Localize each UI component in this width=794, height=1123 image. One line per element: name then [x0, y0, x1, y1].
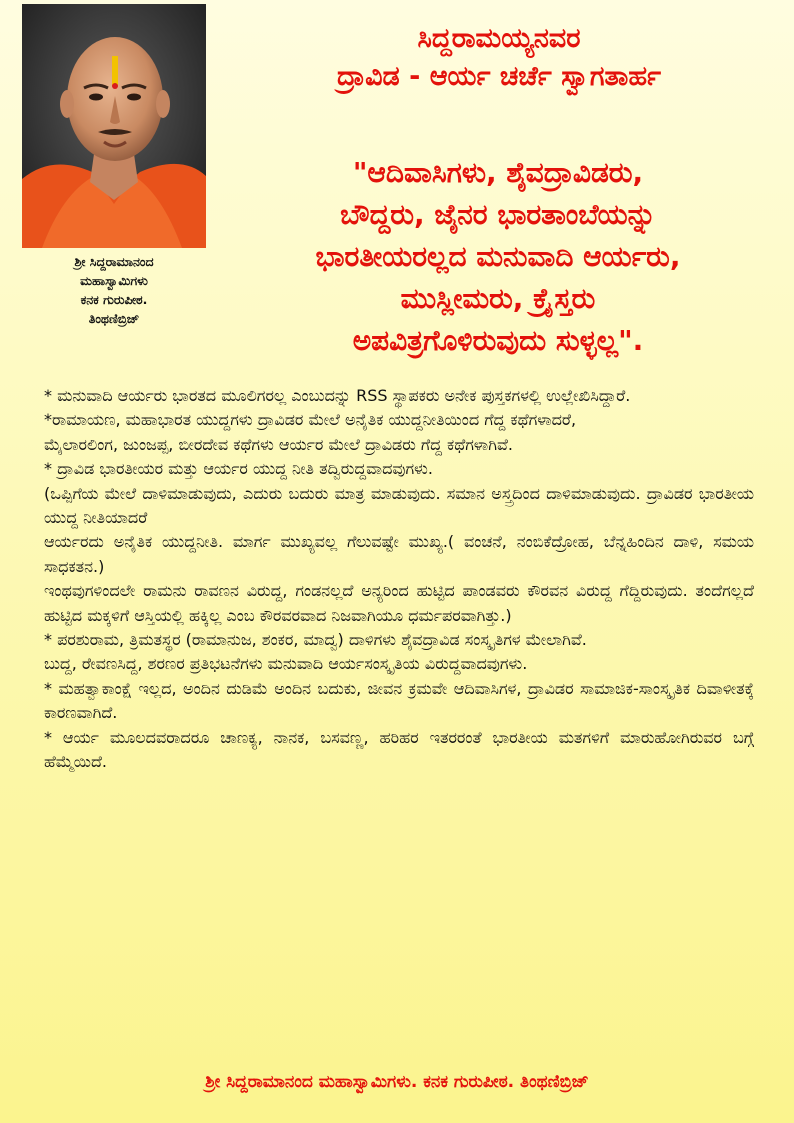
quote-line: ಬೌದ್ದರು, ಜೈನರ ಭಾರತಾಂಬೆಯನ್ನು [340, 198, 656, 231]
heading-line-2: ದ್ರಾವಿಡ - ಆರ್ಯ ಚರ್ಚೆ ಸ್ವಾಗತಾರ್ಹ [336, 61, 662, 92]
portrait-photo [22, 4, 206, 248]
body-paragraph: ಬುದ್ದ, ರೇವಣಸಿದ್ದ, ಶರಣರ ಪ್ರತಿಭಟನೆಗಳು ಮನುವಾದಿ ಆರ್ಯಸಂಸ್ಕೃತಿಯ ವಿರುದ್ದವಾದವುಗಳು. [44, 654, 528, 674]
heading-line-1: ಸಿದ್ದರಾಮಯ್ಯನವರ [417, 23, 581, 54]
body-paragraph: * ಆರ್ಯ ಮೂಲದವರಾದರೂ ಚಾಣಕ್ಯ, ನಾನಕ, ಬಸವಣ್ಣ, ಹರಿಹರ ಇತರರಂತೆ ಭಾರತೀಯ ಮತಗಳಿಗೆ ಮಾರುಹೋಗಿರುವರ ಬಗ್ಗೆ ಹೆಮ್ಮೆಯಿದೆ. [44, 727, 754, 772]
quote-line: "ಆದಿವಾಸಿಗಳು, ಶೈವದ್ರಾವಿಡರು, [352, 156, 644, 189]
quote-line: ಮುಸ್ಲೀಮರು, ಕ್ರೈಸ್ತರು [400, 282, 596, 315]
body-paragraph: * ದ್ರಾವಿಡ ಭಾರತೀಯರ ಮತ್ತು ಆರ್ಯರ ಯುದ್ದ ನೀತಿ ತದ್ವಿರುದ್ದವಾದವುಗಳು. [44, 459, 433, 479]
caption-line: ಶ್ರೀ ಸಿದ್ದರಾಮಾನಂದ [74, 254, 154, 269]
photo-caption [14, 252, 214, 328]
body-paragraph: ಮೈಲಾರಲಿಂಗ, ಜುಂಜಪ್ಪ, ಬೀರದೇವ ಕಥೆಗಳು ಆರ್ಯರ ಮೇಲೆ ದ್ರಾವಿಡರು ಗೆದ್ದ ಕಥೆಗಳಾಗಿವೆ. [44, 434, 513, 454]
monk-portrait-icon [22, 4, 206, 248]
caption-line: ತಿಂಥಣಿಬ್ರಿಜ್ [88, 311, 140, 326]
footer-signature: ಶ್ರೀ ಸಿದ್ದರಾಮಾನಂದ ಮಹಾಸ್ವಾಮಿಗಳು. ಕನಕ ಗುರುಪೀಠ. ತಿಂಥಣಿಬ್ರಿಜ್ [205, 1072, 589, 1092]
page-heading [214, 20, 784, 96]
body-paragraph: * ಮನುವಾದಿ ಆರ್ಯರು ಭಾರತದ ಮೂಲಿಗರಲ್ಲ ಎಂಬುದನ್ನು RSS ಸ್ಥಾಪಕರು ಅನೇಕ ಪುಸ್ತಕಗಳಲ್ಲಿ ಉಲ್ಲೇಖಿಸಿದ್ದಾರೆ. [44, 386, 631, 405]
caption-line: ಕನಕ ಗುರುಪೀಠ. [80, 292, 148, 307]
caption-line: ಮಹಾಸ್ವಾಮಿಗಳು [80, 273, 148, 288]
body-paragraph: * ಪರಶುರಾಮ, ತ್ರಿಮತಸ್ಥರ (ರಾಮಾನುಜ, ಶಂಕರ, ಮಾದ್ವ) ದಾಳಿಗಳು ಶೈವದ್ರಾವಿಡ ಸಂಸ್ಕೃತಿಗಳ ಮೇಲಾಗಿವೆ. [44, 630, 587, 650]
body-paragraph: (ಒಪ್ಪಿಗೆಯ ಮೇಲೆ ದಾಳಿಮಾಡುವುದು, ಎದುರು ಬದುರು ಮಾತ್ರ ಮಾಡುವುದು. ಸಮಾನ ಅಸ್ತ್ರದಿಂದ ದಾಳಿಮಾಡುವುದು. ದ್ರಾವಿಡರ ಭಾರತೀಯ ಯುದ್ದ ನೀತಿಯಾದರೆ [44, 483, 754, 528]
body-paragraph: *ರಾಮಾಯಣ, ಮಹಾಭಾರತ ಯುದ್ದಗಳು ದ್ರಾವಿಡರ ಮೇಲೆ ಅನೈತಿಕ ಯುದ್ದನೀತಿಯಿಂದ ಗೆದ್ದ ಕಥೆಗಳಾದರೆ, [44, 410, 577, 430]
body-text [44, 384, 754, 775]
quote-block [204, 152, 792, 362]
quote-line: ಭಾರತೀಯರಲ್ಲದ ಮನುವಾದಿ ಆರ್ಯರು, [315, 240, 681, 273]
quote-line: ಅಪವಿತ್ರಗೊಳಿರುವುದು ಸುಳ್ಳಲ್ಲ". [352, 324, 644, 357]
body-paragraph: ಇಂಥವುಗಳಿಂದಲೇ ರಾಮನು ರಾವಣನ ವಿರುದ್ದ, ಗಂಡನಲ್ಲದೆ ಅನ್ಯರಿಂದ ಹುಟ್ಟಿದ ಪಾಂಡವರು ಕೌರವನ ವಿರುದ್ದ ಗೆದ್ದಿರುವುದು. ತಂದೆಗಲ್ಲದೆ ಹುಟ್ಟಿದ ಮಕ್ಕಳಿಗೆ ಆಸ್ತಿಯಲ್ಲಿ ಹಕ್ಕಿಲ್ಲ ಎಂಬ ಕೌರವರವಾದ ನಿಜವಾಗಿಯೂ ಧರ್ಮಪರವಾಗಿತ್ತು.) [44, 581, 754, 625]
body-paragraph: * ಮಹತ್ವಾಕಾಂಕ್ಷೆ ಇಲ್ಲದ, ಅಂದಿನ ದುಡಿಮೆ ಅಂದಿನ ಬದುಕು, ಜೀವನ ಕ್ರಮವೇ ಆದಿವಾಸಿಗಳ, ದ್ರಾವಿಡರ ಸಾಮಾಜಿಕ-ಸಾಂಸ್ಕೃತಿಕ ದಿವಾಳೀತಕ್ಕೆ ಕಾರಣವಾಗಿದೆ. [44, 678, 754, 723]
body-paragraph: ಆರ್ಯರದು ಅನೈತಿಕ ಯುದ್ದನೀತಿ. ಮಾರ್ಗ ಮುಖ್ಯವಲ್ಲ ಗೆಲುವಷ್ಟೇ ಮುಖ್ಯ.( ವಂಚನೆ, ನಂಬಿಕೆದ್ರೋಹ, ಬೆನ್ನಹಿಂದಿನ ದಾಳಿ, ಸಮಯ ಸಾಧಕತನ.) [44, 532, 754, 576]
